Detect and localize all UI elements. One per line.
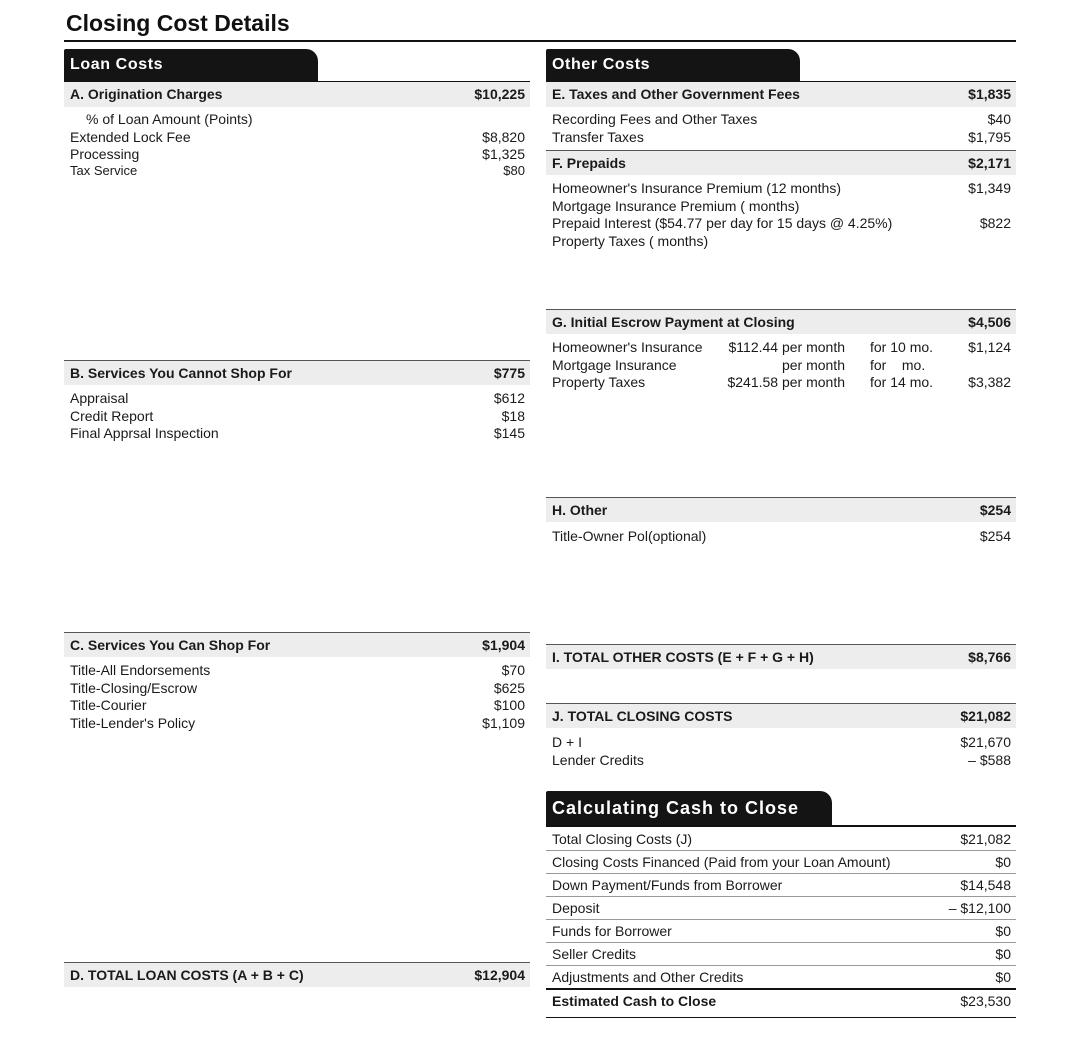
row-amount: $0 xyxy=(995,969,1011,985)
row-amount: $21,082 xyxy=(960,831,1011,847)
section-g-amount: $4,506 xyxy=(968,314,1011,330)
section-d-label: D. TOTAL LOAN COSTS (A + B + C) xyxy=(70,967,304,983)
section-i-amount: $8,766 xyxy=(968,649,1011,665)
item-label: % of Loan Amount (Points) xyxy=(86,111,253,127)
item-amount: $8,820 xyxy=(482,129,525,145)
cash-row xyxy=(546,874,1016,897)
item-amount: $1,325 xyxy=(482,146,525,162)
section-g-item xyxy=(546,338,1016,356)
section-g-item xyxy=(546,373,1016,391)
section-e-amount: $1,835 xyxy=(968,86,1011,102)
section-c-item xyxy=(64,696,530,714)
section-f-item xyxy=(546,214,1016,232)
item-label: Mortgage Insurance Premium ( months) xyxy=(552,198,800,214)
section-b-item xyxy=(64,407,530,425)
section-c-header xyxy=(64,632,530,657)
row-label: Deposit xyxy=(552,900,600,916)
item-label: D + I xyxy=(552,734,582,750)
item-amount: $1,795 xyxy=(968,129,1011,145)
cash-row xyxy=(546,851,1016,874)
row-label: Down Payment/Funds from Borrower xyxy=(552,877,783,893)
item-label: Homeowner's Insurance xyxy=(552,339,703,355)
item-amount: $1,124 xyxy=(968,339,1011,355)
section-b-header xyxy=(64,360,530,385)
cash-row xyxy=(546,920,1016,943)
row-amount: $0 xyxy=(995,923,1011,939)
item-label: Property Taxes ( months) xyxy=(552,233,709,249)
section-j-label: J. TOTAL CLOSING COSTS xyxy=(552,708,733,724)
row-label: Total Closing Costs (J) xyxy=(552,831,693,847)
item-term: for 14 mo. xyxy=(870,374,934,390)
item-label: Title-Closing/Escrow xyxy=(70,680,198,696)
item-label: Prepaid Interest ($54.77 per day for 15 days @ 4.25%) xyxy=(552,215,893,231)
section-b-item xyxy=(64,424,530,442)
item-label: Appraisal xyxy=(70,390,129,406)
row-label: Funds for Borrower xyxy=(552,923,672,939)
cash-to-close-divider xyxy=(546,825,1016,827)
row-amount: $14,548 xyxy=(960,877,1011,893)
row-label: Closing Costs Financed (Paid from your Loan Amount) xyxy=(552,854,891,870)
row-amount: $0 xyxy=(995,854,1011,870)
section-f-header xyxy=(546,150,1016,175)
section-f-item xyxy=(546,197,1016,215)
section-a-item xyxy=(64,128,530,146)
item-label: Title-Owner Pol(optional) xyxy=(552,528,707,544)
section-j-header xyxy=(546,703,1016,728)
section-c-item xyxy=(64,661,530,679)
section-a-label: A. Origination Charges xyxy=(70,86,223,102)
item-amount: $3,382 xyxy=(968,374,1011,390)
item-amount: $612 xyxy=(493,390,525,406)
section-g-header xyxy=(546,309,1016,334)
item-label: Property Taxes xyxy=(552,374,646,390)
item-label: Processing xyxy=(70,146,140,162)
loan-costs-tab xyxy=(64,49,318,81)
item-amount: $145 xyxy=(493,425,525,441)
section-h-item xyxy=(546,527,1016,545)
row-label: Adjustments and Other Credits xyxy=(552,969,744,985)
section-e-header xyxy=(546,82,1016,107)
row-label: Estimated Cash to Close xyxy=(552,993,717,1009)
section-i-label: I. TOTAL OTHER COSTS (E + F + G + H) xyxy=(552,649,814,665)
section-c-amount: $1,904 xyxy=(482,637,525,653)
estimated-cash-to-close-row xyxy=(546,988,1016,1018)
item-label: Final Apprsal Inspection xyxy=(70,425,219,441)
cash-row xyxy=(546,897,1016,920)
item-amount: – $588 xyxy=(968,752,1011,768)
section-c-item xyxy=(64,679,530,697)
cash-row xyxy=(546,966,1016,989)
item-label: Title-Courier xyxy=(70,697,147,713)
item-rate: $112.44 per month xyxy=(728,339,845,355)
item-amount: $1,349 xyxy=(968,180,1011,196)
page-title: Closing Cost Details xyxy=(66,10,290,36)
item-label: Credit Report xyxy=(70,408,154,424)
item-amount: $21,670 xyxy=(960,734,1011,750)
row-label: Seller Credits xyxy=(552,946,637,962)
row-amount: $0 xyxy=(995,946,1011,962)
item-label: Extended Lock Fee xyxy=(70,129,191,145)
item-label: Title-Lender's Policy xyxy=(70,715,196,731)
section-a-item xyxy=(64,162,530,180)
section-h-amount: $254 xyxy=(979,502,1011,518)
other-costs-tab xyxy=(546,49,800,81)
section-g-item xyxy=(546,356,1016,374)
item-rate: $241.58 per month xyxy=(727,374,845,390)
section-c-item xyxy=(64,714,530,732)
section-a-header xyxy=(64,82,530,107)
section-e-item xyxy=(546,128,1016,146)
item-label: Recording Fees and Other Taxes xyxy=(552,111,758,127)
section-h-header xyxy=(546,497,1016,522)
item-label: Transfer Taxes xyxy=(552,129,644,145)
item-amount: $80 xyxy=(503,163,525,178)
section-a-item xyxy=(80,110,530,128)
loan-costs-tab-label: Loan Costs xyxy=(70,56,164,73)
item-label: Lender Credits xyxy=(552,752,644,768)
section-g-label: G. Initial Escrow Payment at Closing xyxy=(552,314,795,330)
item-label: Mortgage Insurance xyxy=(552,357,677,373)
item-amount: $822 xyxy=(979,215,1011,231)
section-j-item xyxy=(546,733,1016,751)
section-e-label: E. Taxes and Other Government Fees xyxy=(552,86,800,102)
section-i-header xyxy=(546,644,1016,669)
section-f-item xyxy=(546,232,1016,250)
section-f-amount: $2,171 xyxy=(968,155,1011,171)
row-amount: – $12,100 xyxy=(948,900,1011,916)
section-a-amount: $10,225 xyxy=(474,86,525,102)
item-amount: $70 xyxy=(501,662,525,678)
cash-to-close-tab-label: Calculating Cash to Close xyxy=(552,798,800,818)
section-d-header xyxy=(64,962,530,987)
item-label: Homeowner's Insurance Premium (12 months) xyxy=(552,180,842,196)
section-j-amount: $21,082 xyxy=(960,708,1011,724)
section-h-label: H. Other xyxy=(552,502,608,518)
title-divider xyxy=(64,40,1016,42)
item-label: Title-All Endorsements xyxy=(70,662,211,678)
item-amount: $18 xyxy=(501,408,525,424)
item-amount: $100 xyxy=(493,697,525,713)
section-c-label: C. Services You Can Shop For xyxy=(70,637,271,653)
section-b-amount: $775 xyxy=(493,365,525,381)
item-term: for mo. xyxy=(870,357,926,373)
item-term: for 10 mo. xyxy=(870,339,934,355)
section-e-item xyxy=(546,110,1016,128)
section-a-item xyxy=(64,145,530,163)
cash-row xyxy=(546,828,1016,851)
section-d-amount: $12,904 xyxy=(474,967,525,983)
section-b-label: B. Services You Cannot Shop For xyxy=(70,365,292,381)
row-amount: $23,530 xyxy=(960,993,1011,1009)
cash-to-close-tab xyxy=(546,791,832,825)
cash-row xyxy=(546,943,1016,966)
item-amount: $254 xyxy=(979,528,1011,544)
item-amount: $40 xyxy=(987,111,1011,127)
section-f-label: F. Prepaids xyxy=(552,155,626,171)
item-amount: $1,109 xyxy=(482,715,525,731)
item-label: Tax Service xyxy=(70,163,138,178)
section-b-item xyxy=(64,389,530,407)
item-rate: per month xyxy=(781,357,845,373)
section-j-item xyxy=(546,751,1016,769)
item-amount: $625 xyxy=(493,680,525,696)
section-f-item xyxy=(546,179,1016,197)
other-costs-tab-label: Other Costs xyxy=(552,56,651,73)
